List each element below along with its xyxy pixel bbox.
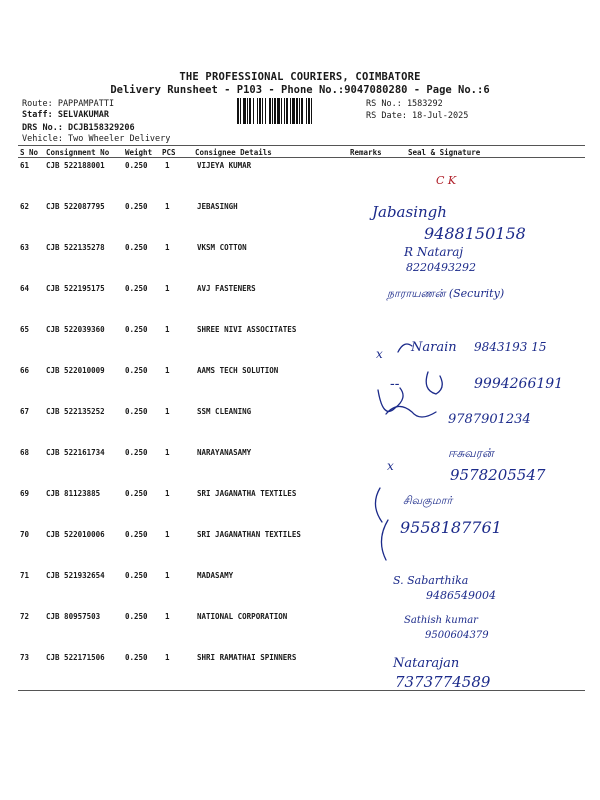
row-68-signature: ஈசுவரன் xyxy=(448,446,494,460)
col-pcs: PCS xyxy=(162,148,176,157)
row-63-name: VKSM COTTON xyxy=(197,243,247,252)
row-72-weight: 0.250 xyxy=(125,612,148,621)
row-67-phone: 9787901234 xyxy=(448,412,531,427)
rs-number: RS No.: 1583292 xyxy=(366,99,443,109)
row-69-signature: சிவகுமார் xyxy=(403,494,453,507)
row-66-cno: CJB 522010009 xyxy=(46,366,105,375)
row-71-phone: 9486549004 xyxy=(426,589,496,602)
col-weight: Weight xyxy=(125,148,153,157)
row-65-pcs: 1 xyxy=(165,325,170,334)
row-73-phone: 7373774589 xyxy=(395,673,491,691)
row-71-cno: CJB 521932654 xyxy=(46,571,105,580)
row-66-pcs: 1 xyxy=(165,366,170,375)
row-69-bracket xyxy=(375,488,382,522)
row-72-cno: CJB 80957503 xyxy=(46,612,101,621)
row-71-name: MADASAMY xyxy=(197,571,234,580)
row-62-signature: Jabasingh xyxy=(372,203,447,221)
row-67-name: SSM CLEANING xyxy=(197,407,252,416)
row-68-cno: CJB 522161734 xyxy=(46,448,105,457)
row-70-bracket xyxy=(381,520,388,560)
row-70-pcs: 1 xyxy=(165,530,170,539)
row-70-name: SRI JAGANATHAN TEXTILES xyxy=(197,530,301,539)
row-70-phone: 9558187761 xyxy=(400,518,502,537)
row-63-sno: 63 xyxy=(20,243,30,252)
row-72-sno: 72 xyxy=(20,612,30,621)
row-64-sno: 64 xyxy=(20,284,30,293)
rs-date: RS Date: 18-Jul-2025 xyxy=(366,111,469,121)
row-64-cno: CJB 522195175 xyxy=(46,284,105,293)
row-62-sno: 62 xyxy=(20,202,30,211)
route-label: Route: PAPPAMPATTI xyxy=(22,99,115,109)
row-61-weight: 0.250 xyxy=(125,161,148,170)
row-61-cno: CJB 522188001 xyxy=(46,161,105,170)
row-66-signature-stroke xyxy=(426,372,442,394)
row-70-cno: CJB 522010006 xyxy=(46,530,105,539)
row-72-pcs: 1 xyxy=(165,612,170,621)
row-68-pcs: 1 xyxy=(165,448,170,457)
row-65-tick: x xyxy=(376,347,383,361)
row-68-name: NARAYANASAMY xyxy=(197,448,252,457)
row-64-pcs: 1 xyxy=(165,284,170,293)
row-66-dash: -- xyxy=(390,376,400,392)
row-63-name: R Nataraj xyxy=(404,245,464,259)
row-64-weight: 0.250 xyxy=(125,284,148,293)
row-66-sno: 66 xyxy=(20,366,30,375)
row-67-signature-stroke xyxy=(378,388,403,411)
row-70-weight: 0.250 xyxy=(125,530,148,539)
vehicle-label: Vehicle: Two Wheeler Delivery xyxy=(22,134,171,144)
row-65-signature: Narain xyxy=(411,340,457,355)
row-72-name: NATIONAL CORPORATION xyxy=(197,612,288,621)
row-62-pcs: 1 xyxy=(165,202,170,211)
row-67-sno: 67 xyxy=(20,407,30,416)
drs-number: DRS No.: DCJB158329206 xyxy=(22,123,135,133)
row-62-name: JEBASINGH xyxy=(197,202,238,211)
col-consignee: Consignee Details xyxy=(195,148,272,157)
company-title: THE PROFESSIONAL COURIERS, COIMBATORE xyxy=(179,71,421,83)
row-69-weight: 0.250 xyxy=(125,489,148,498)
row-69-name: SRI JAGANATHA TEXTILES xyxy=(197,489,297,498)
row-61-pcs: 1 xyxy=(165,161,170,170)
row-65-phone: 9843193 15 xyxy=(474,340,547,354)
row-70-sno: 70 xyxy=(20,530,30,539)
row-61-sno: 61 xyxy=(20,161,30,170)
row-73-signature: Natarajan xyxy=(393,656,460,671)
col-remarks: Remarks xyxy=(350,148,382,157)
row-68-sno: 68 xyxy=(20,448,30,457)
row-69-sno: 69 xyxy=(20,489,30,498)
row-66-name: AAMS TECH SOLUTION xyxy=(197,366,279,375)
row-71-sno: 71 xyxy=(20,571,30,580)
row-73-sno: 73 xyxy=(20,653,30,662)
row-72-signature: Sathish kumar xyxy=(404,615,478,626)
row-61-mark: C K xyxy=(436,174,457,187)
row-67-weight: 0.250 xyxy=(125,407,148,416)
row-68-tick: x xyxy=(387,459,394,473)
runsheet-title: Delivery Runsheet - P103 - Phone No.:9047080280 - Page No.:6 xyxy=(110,84,490,96)
staff-label: Staff: SELVAKUMAR xyxy=(22,110,109,120)
row-73-cno: CJB 522171506 xyxy=(46,653,105,662)
row-73-pcs: 1 xyxy=(165,653,170,662)
row-63-weight: 0.250 xyxy=(125,243,148,252)
col-seal-signature: Seal & Signature xyxy=(408,148,481,157)
row-65-flourish xyxy=(398,344,412,352)
row-65-cno: CJB 522039360 xyxy=(46,325,105,334)
row-71-weight: 0.250 xyxy=(125,571,148,580)
row-63-phone: 8220493292 xyxy=(406,261,476,274)
row-64-name: AVJ FASTENERS xyxy=(197,284,256,293)
row-73-weight: 0.250 xyxy=(125,653,148,662)
row-63-cno: CJB 522135278 xyxy=(46,243,105,252)
row-65-weight: 0.250 xyxy=(125,325,148,334)
row-73-name: SHRI RAMATHAI SPINNERS xyxy=(197,653,297,662)
row-65-name: SHREE NIVI ASSOCITATES xyxy=(197,325,297,334)
row-62-phone: 9488150158 xyxy=(424,224,526,243)
row-63-pcs: 1 xyxy=(165,243,170,252)
row-68-weight: 0.250 xyxy=(125,448,148,457)
row-67-signature-stroke-2 xyxy=(386,406,436,417)
row-66-weight: 0.250 xyxy=(125,366,148,375)
row-71-pcs: 1 xyxy=(165,571,170,580)
row-62-cno: CJB 522087795 xyxy=(46,202,105,211)
row-64-signature: நாராயணன் (Security) xyxy=(387,287,505,300)
row-66-phone: 9994266191 xyxy=(474,376,564,392)
row-69-pcs: 1 xyxy=(165,489,170,498)
row-62-weight: 0.250 xyxy=(125,202,148,211)
row-69-cno: CJB 81123885 xyxy=(46,489,101,498)
row-71-signature: S. Sabarthika xyxy=(393,574,469,587)
row-72-phone: 9500604379 xyxy=(425,630,489,641)
col-consignment: Consignment No xyxy=(46,148,110,157)
row-65-sno: 65 xyxy=(20,325,30,334)
row-61-name: VIJEYA KUMAR xyxy=(197,161,252,170)
row-67-pcs: 1 xyxy=(165,407,170,416)
row-67-cno: CJB 522135252 xyxy=(46,407,105,416)
col-sno: S No xyxy=(20,148,39,157)
row-68-phone: 9578205547 xyxy=(450,466,546,484)
